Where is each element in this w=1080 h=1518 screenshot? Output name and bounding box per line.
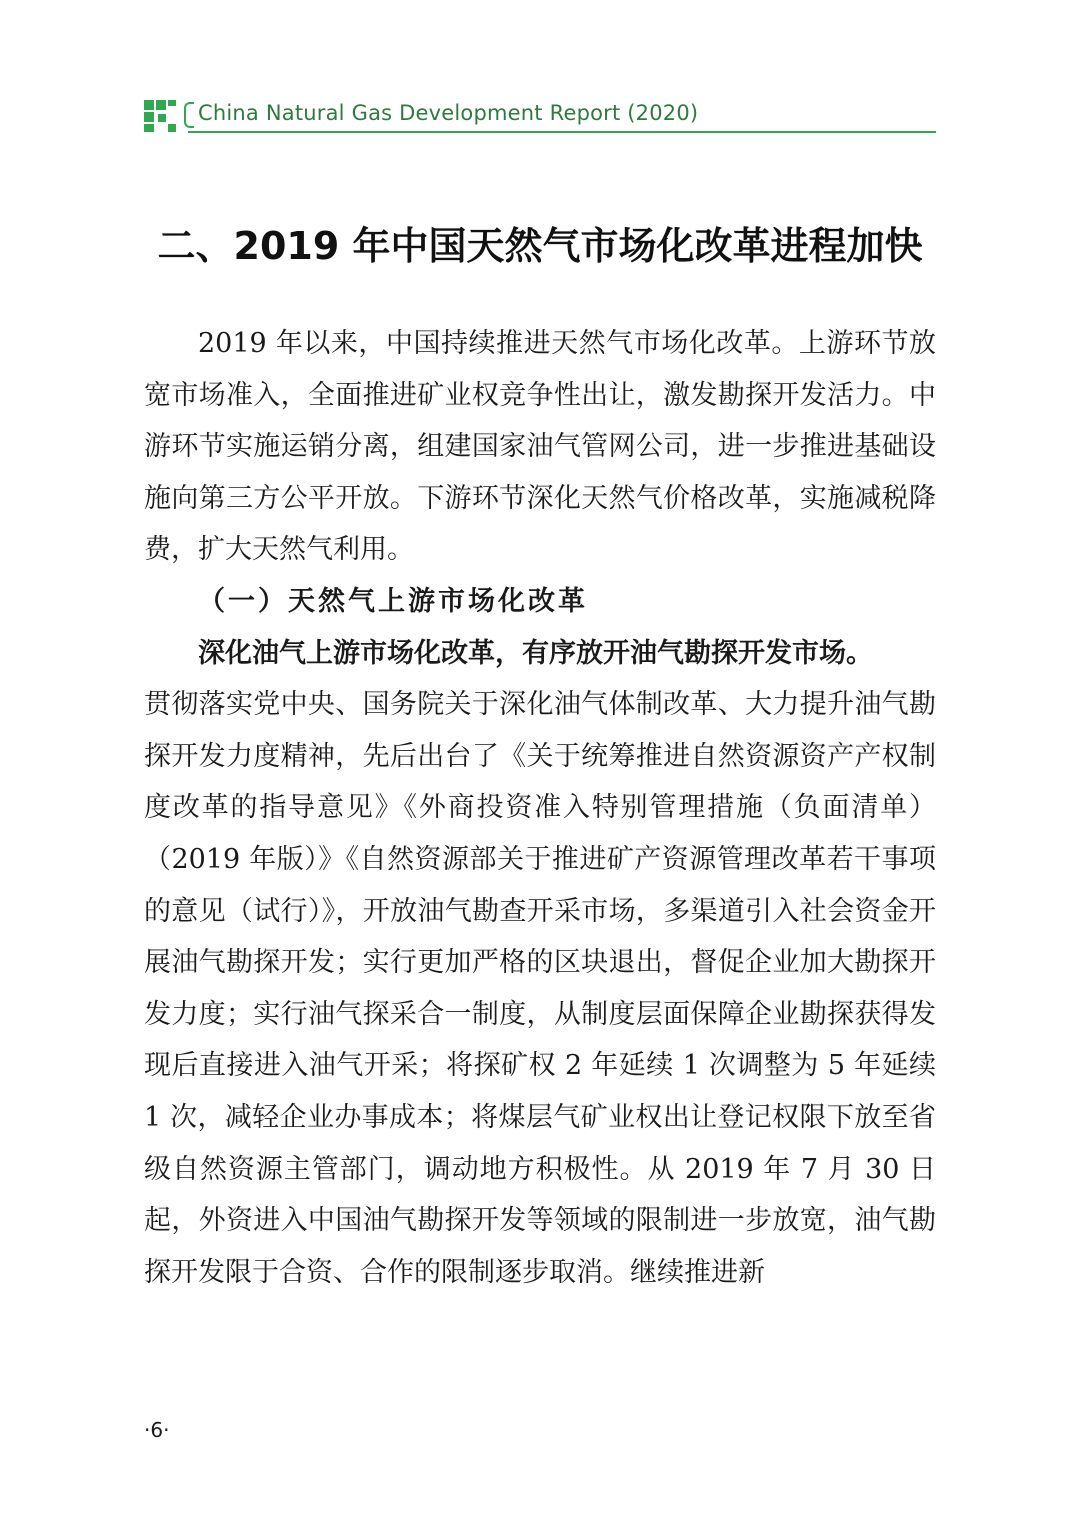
body-paragraph: 贯彻落实党中央、国务院关于深化油气体制改革、大力提升油气勘探开发力度精神，先后出台了《关于统筹推进自然资源资产产权制度改革的指导意见》《外商投资准入特别管理措施（负面清单）（2019 年版）》《自然资源部关于推进矿产资源管理改革若干事项的意见（试行）》，开放油气勘查开采市场，多渠道引入社会资金开展油气勘探开发；实行更加严格的区块退出，督促企业加大勘探开发力度；实行油气探采合一制度，从制度层面保障企业勘探获得发现后直接进入油气开采；将探矿权 2 年延续 1 次调整为 5 年延续 1 次，减轻企业办事成本；将煤层气矿业权出让登记权限下放至省级自然资源主管部门，调动地方积极性。从 2019 年 7 月 30 日起，外资进入中国油气勘探开发等领域的限制进一步放宽，油气勘探开发限于合资、合作的限制逐步取消。继续推进新 <box>144 689 936 1288</box>
header-bracket <box>184 102 194 128</box>
header-rule <box>188 131 936 133</box>
section-title: 二、2019 年中国天然气市场化改革进程加快 <box>157 224 923 268</box>
running-header <box>144 98 936 134</box>
body-text <box>144 318 936 1298</box>
lead-sentence: 深化油气上游市场化改革，有序放开油气勘探开发市场。 <box>198 637 873 669</box>
report-logo-icon <box>144 100 176 132</box>
intro-paragraph: 2019 年以来，中国持续推进天然气市场化改革。上游环节放宽市场准入，全面推进矿业权竞争性出让，激发勘探开发活力。中游环节实施运销分离，组建国家油气管网公司，进一步推进基础设施向第三方公平开放。下游环节深化天然气价格改革，实施减税降费，扩大天然气利用。 <box>144 328 936 566</box>
running-title: China Natural Gas Development Report (2020) <box>198 101 699 125</box>
page-number: ·6· <box>144 1418 170 1442</box>
subsection-heading: （一）天然气上游市场化改革 <box>198 585 588 617</box>
